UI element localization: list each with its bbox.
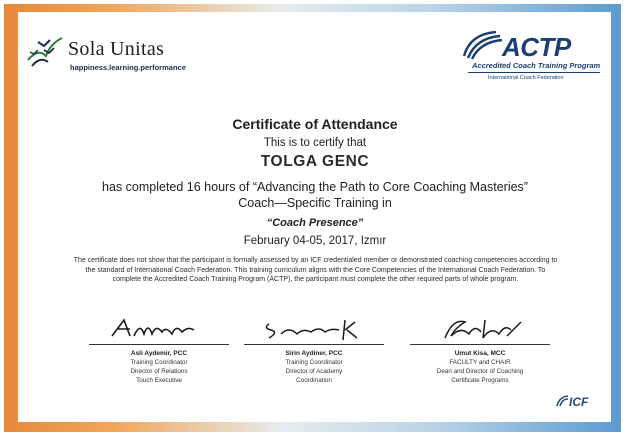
signature-1 (104, 316, 214, 342)
sola-unitas-logo (24, 30, 194, 80)
signatory-role: Touch Executive (136, 377, 182, 384)
signatory-role: Dean and Director of Coaching (436, 368, 524, 375)
signatory-role: Training Coordinator (285, 359, 343, 366)
program-name: “Coach Presence” (266, 217, 364, 229)
signature-2 (259, 316, 369, 342)
signature-block-3 (405, 316, 555, 385)
disclaimer-text: The certificate does not show that the participant is formally assessed by an ICF credentialed member or demonstrated coaching competencies according to the standard of International Coach Federation. This training curriculum aligns with the Core Competencies of the International Coach Federation. To complete the Accredited Coach Training Program (ACTP), the participant must complete the other required parts of whole program. (73, 257, 558, 284)
actp-wordmark: ACTP (502, 32, 571, 62)
icf-swirl-icon (555, 395, 569, 407)
icf-footer-logo (555, 395, 588, 409)
coach-swirl-icon (460, 28, 504, 62)
actp-organization: International Coach Federation (488, 75, 564, 81)
signature-block-2 (239, 316, 389, 385)
date-location: February 04-05, 2017, Izmır (243, 235, 387, 247)
bird-flock-icon (24, 30, 66, 72)
sola-unitas-name: Sola Unitas (68, 38, 165, 60)
actp-subtitle: Accredited Coach Training Program (472, 61, 601, 70)
sola-unitas-tagline: happiness.learning.performance (70, 63, 186, 72)
signatory-role: Director of Relations (130, 368, 188, 375)
signature-line-1 (89, 344, 229, 345)
certificate-title: Certificate of Attendance (232, 116, 398, 132)
completion-line-2: Coach—Specific Training in (238, 196, 392, 210)
signatory-role: Coordination (296, 377, 332, 384)
signature-block-1 (84, 316, 234, 385)
signature-line-3 (410, 344, 550, 345)
signature-3 (425, 316, 535, 342)
actp-logo (458, 26, 608, 86)
signatory-role: Certificate Programs (451, 377, 509, 384)
recipient-name: TOLGA GENC (260, 153, 370, 170)
signatory-role: Director of Academy (285, 368, 343, 375)
signatory-name: Asli Aydemir, PCC (130, 350, 188, 357)
certify-text: This is to certify that (263, 137, 367, 149)
icf-footer-text: ICF (569, 395, 589, 409)
signatory-name: Umut Kisa, MCC (454, 350, 506, 357)
signatory-name: Sirin Aydiner, PCC (285, 350, 343, 357)
actp-divider (468, 72, 600, 73)
signatory-role: FACULTY and CHAIR (449, 359, 511, 366)
signatory-role: Training Coordinator (130, 359, 188, 366)
signature-line-2 (244, 344, 384, 345)
completion-line-1: has completed 16 hours of “Advancing the Path to Core Coaching Masteries” (102, 180, 528, 194)
